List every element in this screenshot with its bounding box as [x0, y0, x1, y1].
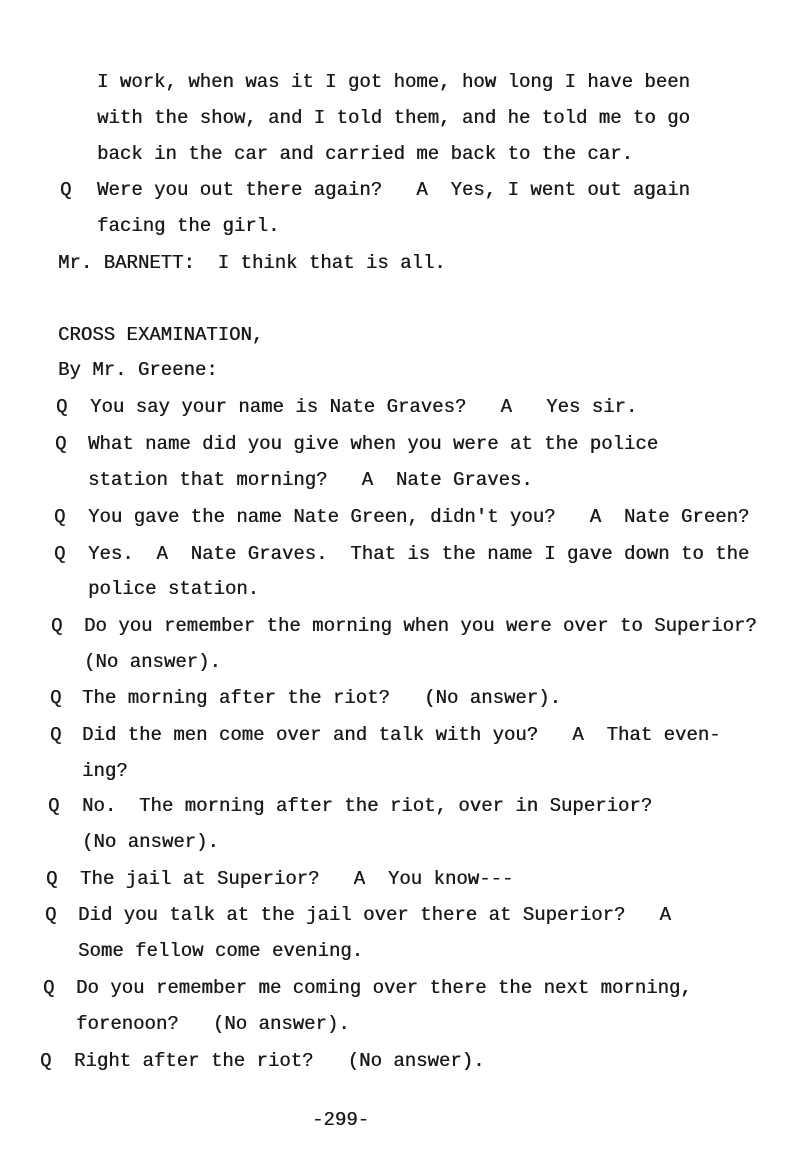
question-marker: Q — [51, 615, 63, 637]
transcript-line: The morning after the riot? (No answer). — [82, 687, 561, 709]
page-number: -299- — [312, 1109, 370, 1131]
transcript-line: Do you remember the morning when you were over to Superior? — [84, 615, 757, 637]
transcript-line: police station. — [88, 578, 260, 600]
question-marker: Q — [48, 795, 60, 817]
transcript-line: (No answer). — [84, 651, 221, 673]
section-heading: CROSS EXAMINATION, — [58, 324, 264, 346]
transcript-line: with the show, and I told them, and he told me to go — [97, 107, 690, 129]
question-marker: Q — [50, 724, 62, 746]
question-marker: Q — [54, 543, 66, 565]
transcript-line: station that morning? A Nate Graves. — [88, 469, 533, 491]
transcript-line: No. The morning after the riot, over in Superior? — [82, 795, 653, 817]
transcript-line: ing? — [82, 760, 128, 782]
transcript-line: Do you remember me coming over there the next morning, — [76, 977, 692, 999]
transcript-line: Right after the riot? (No answer). — [74, 1050, 485, 1072]
transcript-line: What name did you give when you were at the police — [88, 433, 659, 455]
transcript-line: Yes. A Nate Graves. That is the name I gave down to the — [88, 543, 750, 565]
transcript-line: The jail at Superior? A You know--- — [80, 868, 514, 890]
transcript-line: Were you out there again? A Yes, I went out again — [97, 179, 690, 201]
transcript-line: Some fellow come evening. — [78, 940, 364, 962]
question-marker: Q — [60, 179, 72, 201]
transcript-line: Did the men come over and talk with you? A That even- — [82, 724, 721, 746]
transcript-line: (No answer). — [82, 831, 219, 853]
examiner-line: By Mr. Greene: — [58, 359, 218, 381]
transcript-line: I work, when was it I got home, how long I have been — [97, 71, 690, 93]
transcript-line: facing the girl. — [97, 215, 280, 237]
transcript-line: Did you talk at the jail over there at Superior? A — [78, 904, 671, 926]
transcript-line: You gave the name Nate Green, didn't you? A Nate Green? — [88, 506, 750, 528]
transcript-line: forenoon? (No answer). — [76, 1013, 350, 1035]
question-marker: Q — [46, 868, 58, 890]
question-marker: Q — [54, 506, 66, 528]
question-marker: Q — [56, 396, 68, 418]
question-marker: Q — [45, 904, 57, 926]
question-marker: Q — [50, 687, 62, 709]
transcript-line: Mr. BARNETT: I think that is all. — [58, 252, 446, 274]
question-marker: Q — [40, 1050, 52, 1072]
question-marker: Q — [55, 433, 67, 455]
transcript-line: back in the car and carried me back to the car. — [97, 143, 633, 165]
transcript-line: You say your name is Nate Graves? A Yes sir. — [90, 396, 638, 418]
question-marker: Q — [43, 977, 55, 999]
